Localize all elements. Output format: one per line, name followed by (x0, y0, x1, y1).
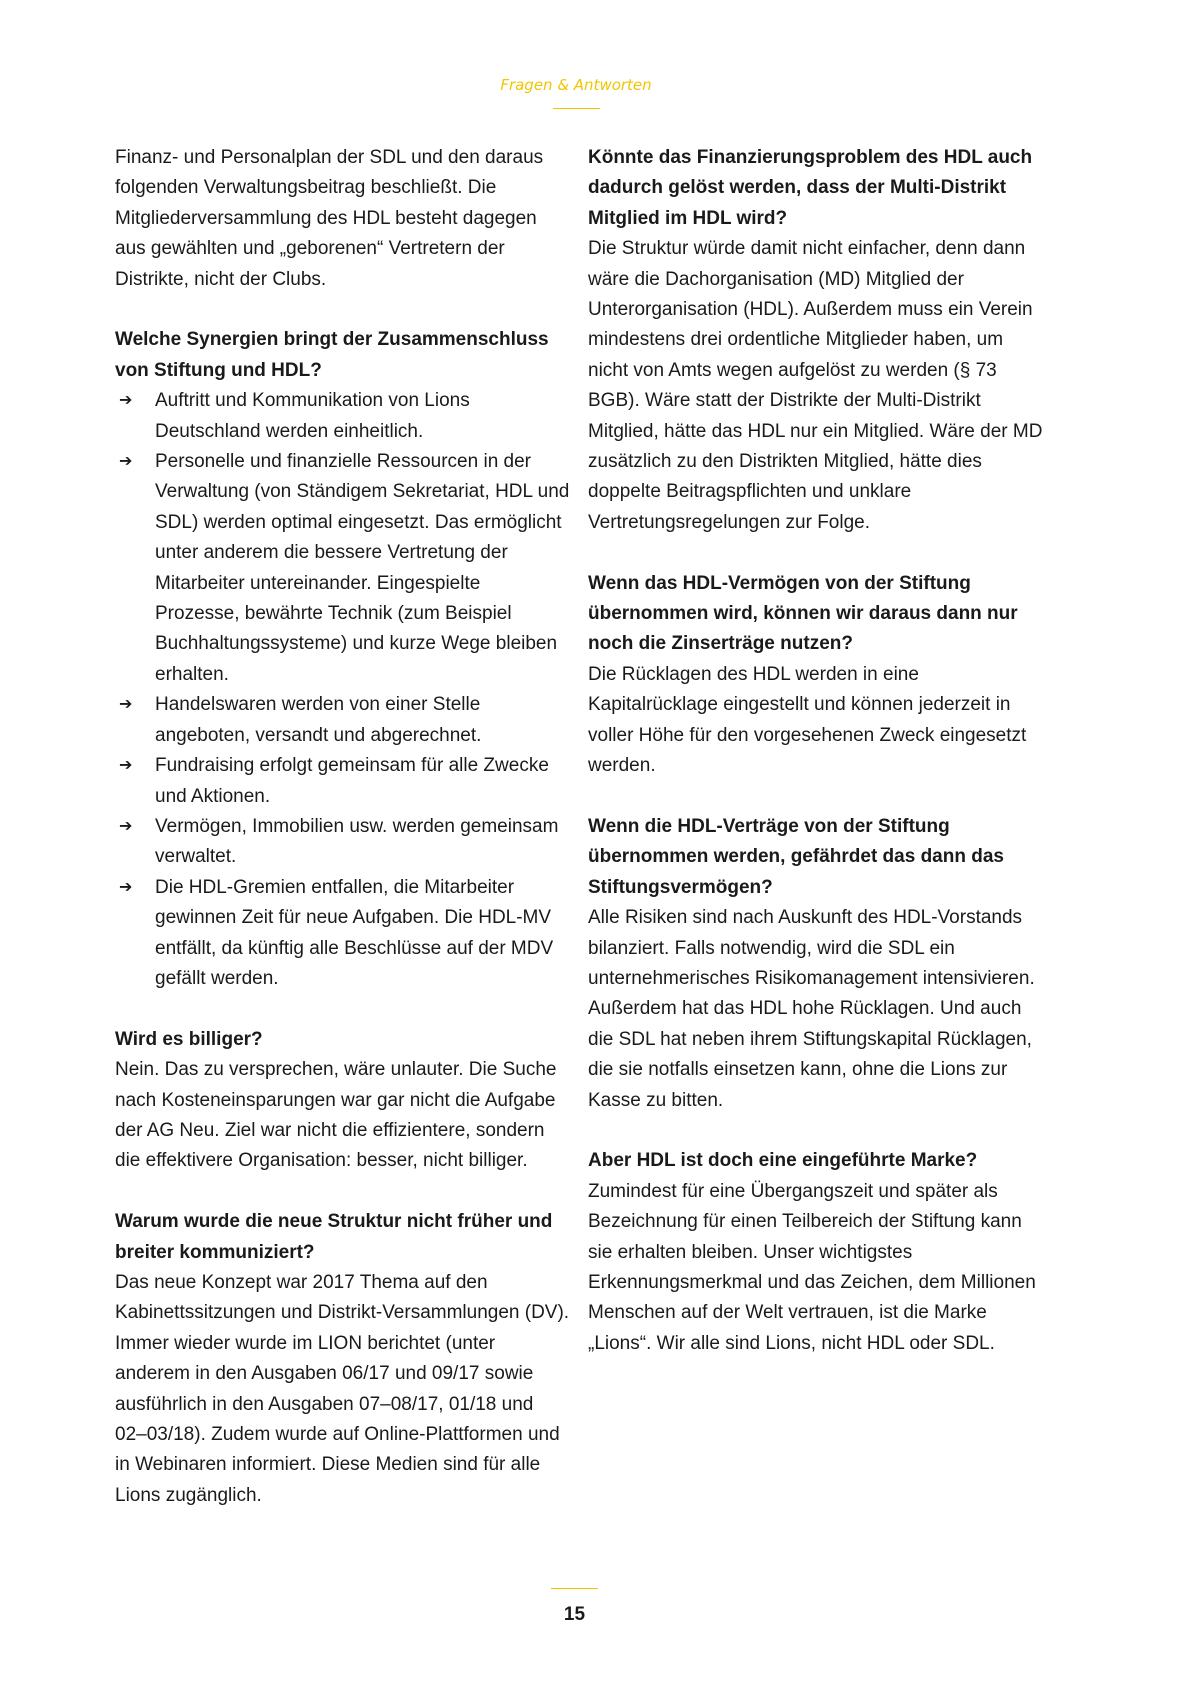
running-header: Fragen & Antworten (500, 76, 652, 94)
arrow-right-icon: ➔ (119, 453, 133, 471)
page-number: 15 (563, 1604, 586, 1625)
answer-brand: Zumindest für eine Übergangszeit und später als Bezeichnung für einen Teilbereich der Stiftung kann sie erhalten bleiben. Unser wichtigstes Erkennungsmerkmal und das Zeichen, dem Millionen Menschen auf der Welt vertrauen, ist die Marke „Lions“. Wir alle sind Lions, nicht HDL oder SDL. (588, 1180, 1036, 1354)
intro-paragraph: Finanz- und Personalplan der SDL und den daraus folgenden Verwaltungsbeitrag beschließt. Die Mitgliederversammlung des HDL besteht dagegen aus gewählten und „geborenen“ Vertretern der Distrikte, nicht der Clubs. (115, 147, 544, 290)
answer-assets: Die Rücklagen des HDL werden in eine Kapitalrücklage eingestellt und können jederzeit in voller Höhe für den vorgesehenen Zweck eingesetzt werden. (588, 663, 1027, 777)
question-synergies: Welche Synergien bringt der Zusammenschluss von Stiftung und HDL? (115, 329, 549, 381)
synergies-list (115, 386, 570, 994)
left-column (115, 143, 570, 1511)
question-cheaper: Wird es billiger? (115, 1028, 263, 1050)
answer-cheaper: Nein. Das zu versprechen, wäre unlauter. Die Suche nach Kosteneinsparungen war gar nicht die Aufgabe der AG Neu. Ziel war nicht die effizientere, sondern die effektivere Organisation: besser, nicht billiger. (115, 1059, 557, 1172)
list-item: ➔ Personelle und finanzielle Ressourcen in der Verwaltung (von Ständigem Sekretariat, HDL und SDL) werden optimal eingesetzt. Das ermöglicht unter anderem die bessere Vertretung der Mitarbeiter untereinander. Eingespielte Prozesse, bewährte Technik (zum Beispiel Buchhaltungssysteme) und kurze Wege bleiben erhalten. (115, 447, 570, 690)
list-item: ➔ Vermögen, Immobilien usw. werden gemeinsam verwaltet. (115, 812, 570, 873)
question-assets: Wenn das HDL-Vermögen von der Stiftung übernommen wird, können wir daraus dann nur noch die Zinserträge nutzen? (588, 572, 1018, 655)
arrow-right-icon: ➔ (119, 696, 133, 714)
arrow-right-icon: ➔ (119, 817, 133, 835)
question-financing: Könnte das Finanzierungsproblem des HDL auch dadurch gelöst werden, dass der Multi-Distrikt Mitglied im HDL wird? (588, 147, 1033, 229)
header-rule (553, 108, 600, 109)
arrow-right-icon: ➔ (119, 392, 133, 410)
answer-contracts: Alle Risiken sind nach Auskunft des HDL-Vorstands bilanziert. Falls notwendig, wird die SDL ein unternehmerisches Risikomanagement intensivieren. Außerdem hat das HDL hohe Rücklagen. Und auch die SDL hat neben ihrem Stiftungskapital Rücklagen, die sie notfalls einsetzen kann, ohne die Lions zur Kasse zu bitten. (588, 907, 1035, 1111)
arrow-right-icon: ➔ (119, 757, 133, 775)
answer-financing: Die Struktur würde damit nicht einfacher, denn dann wäre die Dachorganisation (MD) Mitglied der Unterorganisation (HDL). Außerdem muss ein Verein mindestens drei ordentliche Mitglieder haben, um nicht von Amts wegen aufgelöst zu werden (§ 73 BGB). Wäre statt der Distrikte der Multi-Distrikt Mitglied, hätte das HDL nur ein Mitglied. Wäre der MD zusätzlich zu den Distrikten Mitglied, hätte dies doppelte Beitragspflichten und unklare Vertretungsregelungen zur Folge. (588, 238, 1043, 533)
footer-rule (551, 1588, 598, 1589)
list-item: ➔ Die HDL-Gremien entfallen, die Mitarbeiter gewinnen Zeit für neue Aufgaben. Die HDL-MV entfällt, da künftig alle Beschlüsse auf der MDV gefällt werden. (115, 873, 570, 995)
answer-communication: Das neue Konzept war 2017 Thema auf den Kabinettssitzungen und Distrikt-Versammlungen (DV). Immer wieder wurde im LION berichtet (unter anderem in den Ausgaben 06/17 und 09/17 sowie ausführlich in den Ausgaben 07–08/17, 01/18 und 02–03/18). Zudem wurde auf Online-Plattformen und in Webinaren informiert. Diese Medien sind für alle Lions zugänglich. (115, 1271, 570, 1506)
arrow-right-icon: ➔ (119, 878, 133, 896)
list-item: ➔ Handelswaren werden von einer Stelle angeboten, versandt und abgerechnet. (115, 690, 570, 751)
list-item: ➔ Fundraising erfolgt gemeinsam für alle Zwecke und Aktionen. (115, 751, 570, 812)
list-item: ➔ Auftritt und Kommunikation von Lions Deutschland werden einheitlich. (115, 386, 570, 447)
right-column (588, 143, 1048, 1359)
question-communication: Warum wurde die neue Struktur nicht früher und breiter kommuniziert? (115, 1211, 553, 1263)
question-brand: Aber HDL ist doch eine eingeführte Marke? (588, 1150, 978, 1172)
question-contracts: Wenn die HDL-Verträge von der Stiftung übernommen werden, gefährdet das dann das Stiftungsvermögen? (588, 815, 1004, 898)
